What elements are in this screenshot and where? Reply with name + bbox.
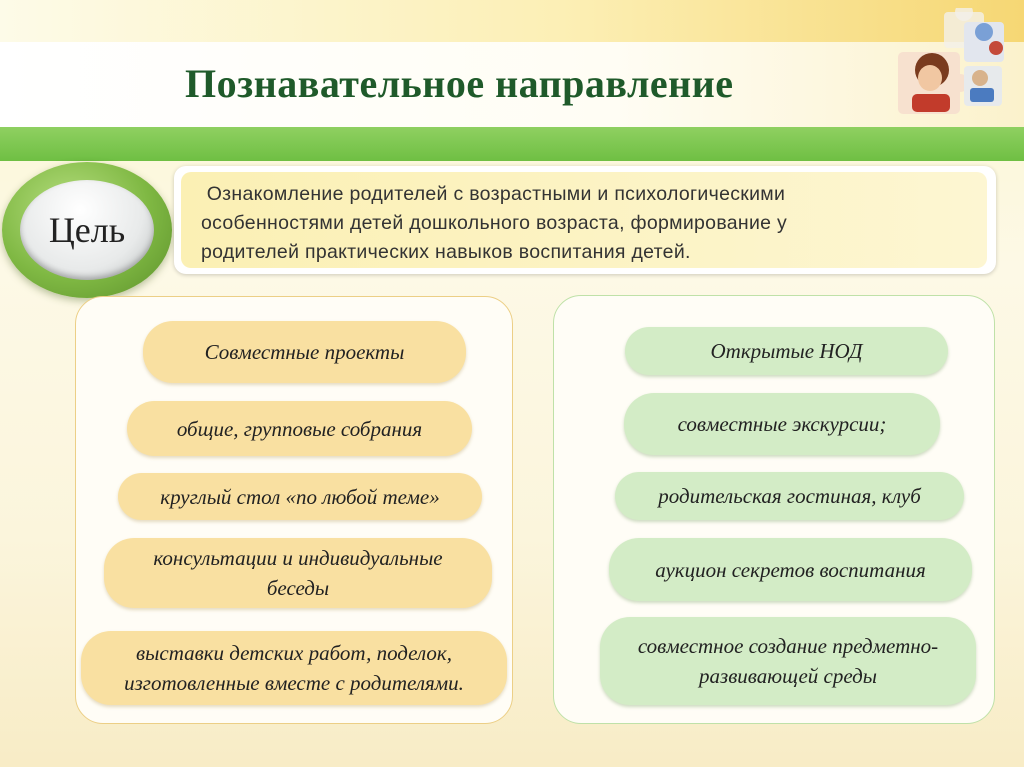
right-item-text: родительская гостиная, клуб <box>658 484 921 508</box>
left-item-text: консультации и индивидуальные <box>153 546 443 570</box>
right-item-text: аукцион секретов воспитания <box>655 557 926 582</box>
goal-line: Ознакомление родителей с возрастными и психологическими <box>201 183 786 205</box>
left-item-text: выставки детских работ, поделок, <box>136 641 452 665</box>
puzzle-photo-icon <box>892 8 1018 122</box>
left-item-text: круглый стол «по любой теме» <box>160 484 440 509</box>
left-item-text: беседы <box>266 576 330 600</box>
goal-text <box>201 180 981 267</box>
right-item-text: совместное создание предметно- <box>637 634 939 658</box>
right-item-parent-club <box>615 472 964 520</box>
top-band <box>0 0 1024 42</box>
left-item-exhibitions <box>81 631 507 705</box>
right-item-text: Открытые НОД <box>710 339 863 363</box>
right-item-open-classes <box>625 327 948 375</box>
goal-box <box>181 172 987 268</box>
right-item-excursions <box>624 393 940 455</box>
goal-line: родителей практических навыков воспитания детей. <box>201 241 691 263</box>
left-item-meetings <box>127 401 472 456</box>
goal-line: особенностями детей дошкольного возраста, формирование у <box>201 212 788 234</box>
right-item-text: развивающей среды <box>699 664 877 688</box>
left-item-text: изготовленные вместе с родителями. <box>124 671 464 695</box>
left-item-joint-projects <box>143 321 466 383</box>
right-item-text: совместные экскурсии; <box>677 412 887 436</box>
goal-badge <box>2 162 172 298</box>
right-item-auction <box>609 538 972 601</box>
goal-frame <box>174 166 996 274</box>
goal-label: Цель <box>20 180 154 280</box>
left-item-text: общие, групповые собрания <box>176 416 423 441</box>
left-item-text: Совместные проекты <box>204 340 405 364</box>
green-divider <box>0 127 1024 161</box>
page-title: Познавательное направление <box>185 61 734 106</box>
left-item-consultations <box>104 538 492 608</box>
left-item-round-table <box>118 473 482 520</box>
right-item-environment <box>600 617 976 705</box>
